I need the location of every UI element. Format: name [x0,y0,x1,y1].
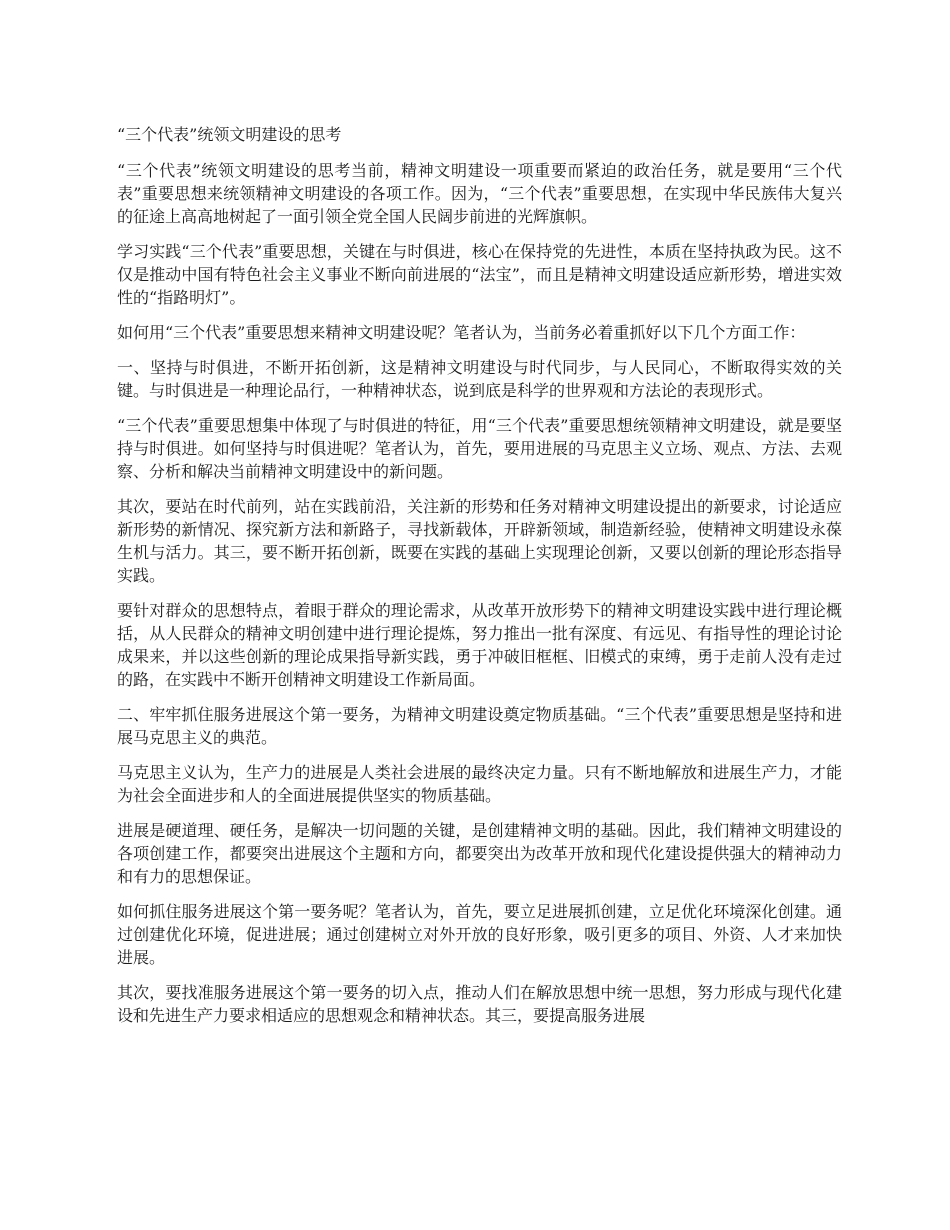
paragraph-6: 其次，要站在时代前列，站在实践前沿，关注新的形势和任务对精神文明建设提出的新要求，讨论适应新形势的新情况、探究新方法和新路子，寻找新载体，开辟新领域，制造新经验，使精神文明建设永葆生机与活力。其三，要不断开拓创新，既要在实践的基础上实现理论创新，又要以创新的理论形态指导实践。 [117,497,842,585]
paragraph-7: 要针对群众的思想特点，着眼于群众的理论需求，从改革开放形势下的精神文明建设实践中进行理论概括，从人民群众的精神文明创建中进行理论提炼，努力推出一批有深度、有远见、有指导性的理论讨论成果来，并以这些创新的理论成果指导新实践，勇于冲破旧框框、旧模式的束缚，勇于走前人没有走过的路，在实践中不断开创精神文明建设工作新局面。 [117,601,842,689]
paragraph-3: 如何用“三个代表”重要思想来精神文明建设呢？笔者认为，当前务必着重抓好以下几个方面工作： [117,323,806,342]
document-page [117,123,842,1039]
document-title: “三个代表”统领文明建设的思考 [117,125,342,144]
paragraph-1: “三个代表”统领文明建设的思考当前，精神文明建设一项重要而紧迫的政治任务，就是要用“三个代表”重要思想来统领精神文明建设的各项工作。因为，“三个代表”重要思想，在实现中华民族伟大复兴的征途上高高地树起了一面引领全党全国人民阔步前进的光辉旗帜。 [117,161,842,226]
paragraph-11: 如何抓住服务进展这个第一要务呢？笔者认为，首先，要立足进展抓创建，立足优化环境深化创建。通过创建优化环境，促进进展；通过创建树立对外开放的良好形象，吸引更多的项目、外资、人才来加快进展。 [117,902,842,967]
paragraph-8: 二、牢牢抓住服务进展这个第一要务，为精神文明建设奠定物质基础。“三个代表”重要思想是坚持和进展马克思主义的典范。 [117,705,842,747]
paragraph-5: “三个代表”重要思想集中体现了与时俱进的特征，用“三个代表”重要思想统领精神文明建设，就是要坚持与时俱进。如何坚持与时俱进呢？笔者认为，首先，要用进展的马克思主义立场、观点、方法、去观察、分析和解决当前精神文明建设中的新问题。 [117,416,842,481]
paragraph-10: 进展是硬道理、硬任务，是解决一切问题的关键，是创建精神文明的基础。因此，我们精神文明建设的各项创建工作，都要突出进展这个主题和方向，都要突出为改革开放和现代化建设提供强大的精神动力和有力的思想保证。 [117,821,842,886]
paragraph-9: 马克思主义认为，生产力的进展是人类社会进展的最终决定力量。只有不断地解放和进展生产力，才能为社会全面进步和人的全面进展提供坚实的物质基础。 [117,763,842,805]
paragraph-12: 其次，要找准服务进展这个第一要务的切入点，推动人们在解放思想中统一思想，努力形成与现代化建设和先进生产力要求相适应的思想观念和精神状态。其三，要提高服务进展 [117,983,842,1025]
paragraph-4: 一、坚持与时俱进，不断开拓创新，这是精神文明建设与时代同步，与人民同心，不断取得实效的关键。与时俱进是一种理论品行，一种精神状态，说到底是科学的世界观和方法论的表现形式。 [117,358,842,400]
paragraph-2: 学习实践“三个代表”重要思想，关键在与时俱进，核心在保持党的先进性，本质在坚持执政为民。这不仅是推动中国有特色社会主义事业不断向前进展的“法宝”，而且是精神文明建设适应新形势，增进实效性的“指路明灯”。 [117,242,842,307]
